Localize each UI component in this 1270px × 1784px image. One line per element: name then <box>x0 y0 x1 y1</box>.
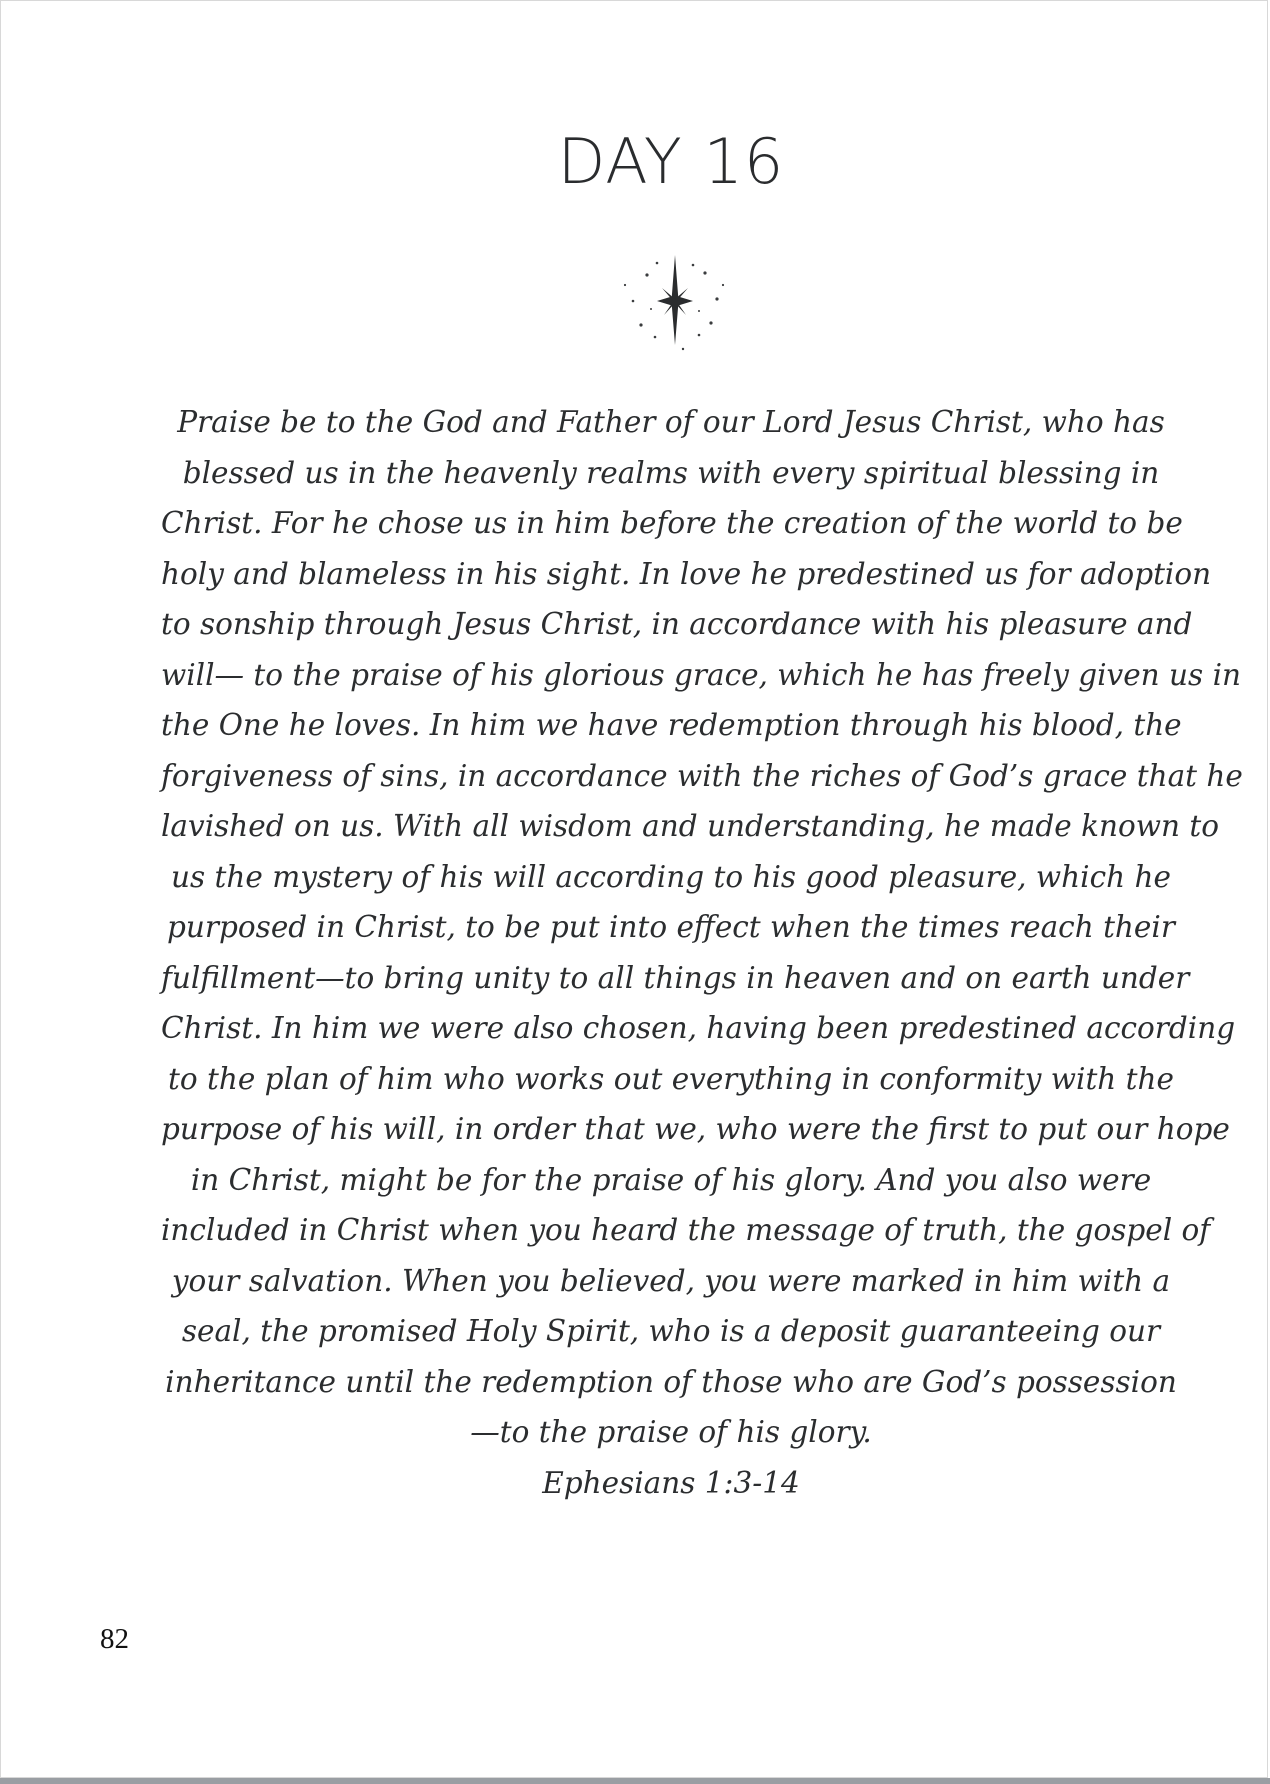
verse-line: inheritance until the redemption of those who are God’s possession <box>165 1364 1177 1399</box>
verse-line: your salvation. When you believed, you were marked in him with a <box>171 1263 1171 1298</box>
verse-line: Praise be to the God and Father of our Lord Jesus Christ, who has <box>177 405 1165 439</box>
verse-line: —to the praise of his glory. <box>470 1415 872 1449</box>
verse-line: lavished on us. With all wisdom and understanding, he made known to <box>161 809 1219 843</box>
verse-line: Christ. For he chose us in him before the creation of the world to be <box>161 506 1183 540</box>
star-icon <box>619 255 731 351</box>
verse-line: seal, the promised Holy Spirit, who is a deposit guaranteeing our <box>181 1314 1161 1348</box>
verse-line: included in Christ when you heard the message of truth, the gospel of <box>161 1213 1211 1247</box>
verse-line: to sonship through Jesus Christ, in accordance with his pleasure and <box>161 607 1193 641</box>
verse-line: the One he loves. In him we have redemption through his blood, the <box>161 708 1182 742</box>
verse-line: blessed us in the heavenly realms with every spiritual blessing in <box>182 455 1160 490</box>
page-number: 82 <box>100 1623 129 1655</box>
verse-line: fulfillment—to bring unity to all things in heaven and on earth under <box>161 960 1190 995</box>
verse-line: forgiveness of sins, in accordance with the riches of God’s grace that he <box>161 758 1243 793</box>
verse-line: to the plan of him who works out everything in conformity with the <box>168 1061 1174 1096</box>
verse-line: holy and blameless in his sight. In love he predestined us for adoption <box>161 556 1212 591</box>
verse-line: in Christ, might be for the praise of his glory. And you also were <box>190 1162 1152 1197</box>
verse-line: purpose of his will, in order that we, who were the first to put our hope <box>161 1112 1230 1146</box>
verse-line: purposed in Christ, to be put into effect when the times reach their <box>167 910 1175 944</box>
verse-line: Christ. In him we were also chosen, having been predestined according <box>161 1011 1236 1045</box>
scripture-reference: Ephesians 1:3-14 <box>542 1465 800 1500</box>
page-title: DAY 16 <box>557 125 785 198</box>
scripture-passage <box>161 397 1243 1508</box>
page-bottom-edge <box>0 1778 1270 1784</box>
verse-line: will— to the praise of his glorious grace, which he has freely given us in <box>161 657 1242 692</box>
verse-line: us the mystery of his will according to his good pleasure, which he <box>171 859 1171 894</box>
